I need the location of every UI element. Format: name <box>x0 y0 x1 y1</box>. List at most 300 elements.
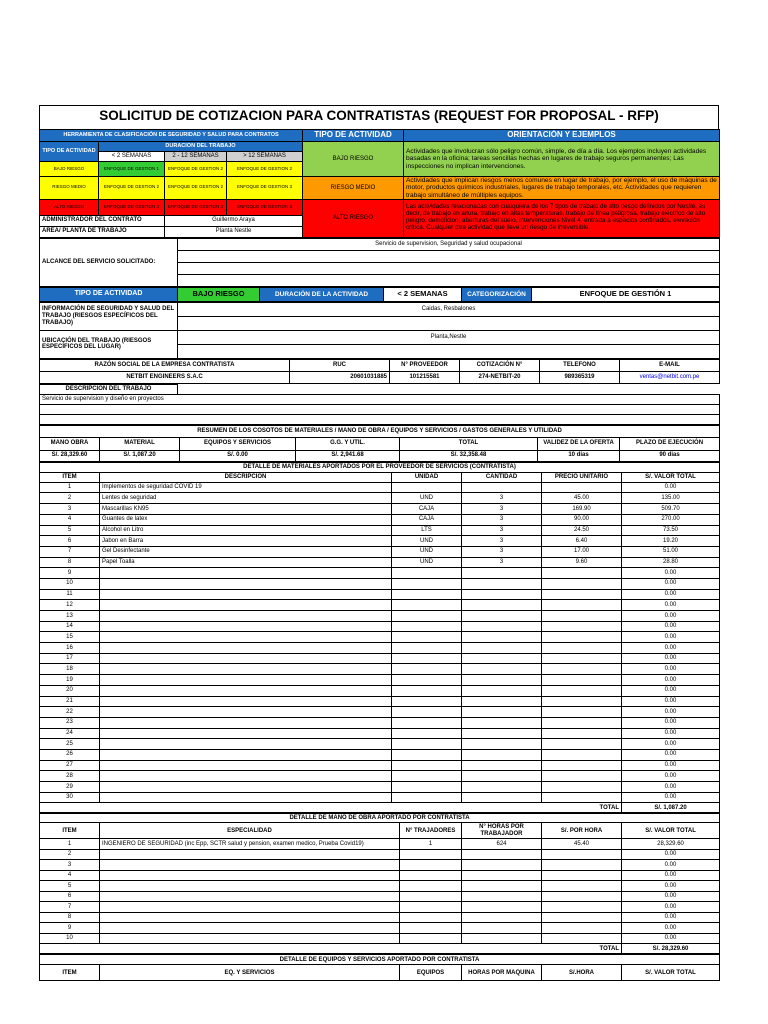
table-row <box>40 782 720 793</box>
descripcion-cell <box>100 611 392 622</box>
por-hora-cell <box>542 891 622 902</box>
table-row <box>40 760 720 771</box>
table-row <box>40 860 720 871</box>
table-row <box>40 578 720 589</box>
cell-alto-2: ENFOQUE DE GESTION 3 <box>165 199 227 215</box>
alcance-value: Servicio de supervision, Seguridad y salud ocupacional <box>178 238 720 250</box>
cantidad-cell: 3 <box>462 504 542 515</box>
alcance-table <box>39 238 720 287</box>
precio-cell <box>542 578 622 589</box>
unidad-cell <box>392 685 462 696</box>
por-hora-cell <box>542 849 622 860</box>
valor-cell: 0.00 <box>622 675 720 686</box>
resumen-gg: S/. 2,941.68 <box>296 450 400 461</box>
admin-value: Guillermo Araya <box>165 215 303 226</box>
item-cell: 27 <box>40 760 100 771</box>
descripcion-cell <box>100 578 392 589</box>
cell-alto-3: ENFOQUE DE GESTION 3 <box>227 199 303 215</box>
company-razon: NETBIT ENGINEERS S.A.C <box>40 371 290 383</box>
horas-cell <box>462 891 542 902</box>
por-hora-cell <box>542 923 622 934</box>
ubicacion-label: UBICACIÓN DEL TRABAJO (RIESGOS ESPECÍFICOS DEL LUGAR) <box>40 330 178 358</box>
item-cell: 11 <box>40 589 100 600</box>
horas-cell: 624 <box>462 839 542 850</box>
area-value: Planta Nestle <box>165 226 303 237</box>
summary-bar <box>39 287 720 302</box>
info-table <box>39 302 720 359</box>
unidad-cell: UND <box>392 493 462 504</box>
precio-cell <box>542 771 622 782</box>
descripcion-cell: Jabon en Barra <box>100 536 392 547</box>
item-cell: 29 <box>40 782 100 793</box>
tipo-actividad-header: TIPO DE ACTIVIDAD <box>303 130 404 142</box>
precio-cell: 169.90 <box>542 504 622 515</box>
cantidad-cell <box>462 717 542 728</box>
table-row <box>40 717 720 728</box>
mano-obra-header-por-hora: S/. POR HORA <box>542 823 622 839</box>
descripcion-cell <box>100 782 392 793</box>
table-row <box>40 923 720 934</box>
descripcion-cell <box>100 643 392 654</box>
admin-label: ADMINISTRADOR DEL CONTRATO <box>40 215 165 226</box>
table-row <box>40 749 720 760</box>
valor-cell: 0.00 <box>622 860 720 871</box>
company-header-telefono: TELEFONO <box>540 359 620 371</box>
unidad-cell: UND <box>392 536 462 547</box>
por-hora-cell <box>542 881 622 892</box>
item-cell: 12 <box>40 600 100 611</box>
duracion-header: DURACION DEL TRABAJO <box>99 142 303 152</box>
unidad-cell <box>392 717 462 728</box>
especialidad-cell <box>100 870 400 881</box>
por-hora-cell <box>542 933 622 944</box>
especialidad-cell <box>100 881 400 892</box>
precio-cell <box>542 611 622 622</box>
table-row <box>40 912 720 923</box>
descripcion-cell <box>100 760 392 771</box>
risk-alto: ALTO RIESGO <box>40 199 99 215</box>
table-row <box>40 600 720 611</box>
valor-cell: 0.00 <box>622 717 720 728</box>
precio-cell: 90.00 <box>542 514 622 525</box>
valor-cell: 28,329.60 <box>622 839 720 850</box>
item-cell: 3 <box>40 504 100 515</box>
precio-cell <box>542 760 622 771</box>
valor-cell: 0.00 <box>622 782 720 793</box>
cantidad-cell: 3 <box>462 536 542 547</box>
materiales-total-label: TOTAL <box>542 803 622 813</box>
descripcion-cell: Gel Desinfectante <box>100 546 392 557</box>
unidad-cell <box>392 707 462 718</box>
resumen-material: S/. 1,087.20 <box>100 450 180 461</box>
resumen-header-equipos: EQUIPOS Y SERVICIOS <box>180 437 296 450</box>
cantidad-cell <box>462 728 542 739</box>
unidad-cell <box>392 568 462 579</box>
item-cell: 9 <box>40 923 100 934</box>
mano-obra-body <box>40 839 720 944</box>
especialidad-cell <box>100 891 400 902</box>
company-email[interactable] <box>620 371 720 383</box>
valor-cell: 0.00 <box>622 707 720 718</box>
cantidad-cell <box>462 600 542 611</box>
valor-cell: 51.00 <box>622 546 720 557</box>
item-cell: 2 <box>40 493 100 504</box>
cantidad-cell <box>462 578 542 589</box>
valor-cell: 0.00 <box>622 621 720 632</box>
cell-medio-3: ENFOQUE DE GESTION 3 <box>227 177 303 200</box>
table-row <box>40 849 720 860</box>
cantidad-cell <box>462 771 542 782</box>
table-row <box>40 643 720 654</box>
table-row <box>40 696 720 707</box>
cell-bajo-2: ENFOQUE DE GESTION 2 <box>165 162 227 177</box>
mano-obra-header-horas: N° HORAS POR TRABAJADOR <box>462 823 542 839</box>
materiales-header-item: ITEM <box>40 472 100 482</box>
descripcion-cell: Lentes de seguridad <box>100 493 392 504</box>
precio-cell <box>542 696 622 707</box>
item-cell: 5 <box>40 525 100 536</box>
valor-cell: 0.00 <box>622 664 720 675</box>
valor-cell: 0.00 <box>622 632 720 643</box>
alcance-blank-row <box>178 250 720 262</box>
company-header-cotizacion: COTIZACIÓN N° <box>460 359 540 371</box>
item-cell: 21 <box>40 696 100 707</box>
cantidad-cell <box>462 685 542 696</box>
unidad-cell <box>392 589 462 600</box>
equipos-header-hora: S/.HORA <box>542 965 622 981</box>
unidad-cell: CAJA <box>392 504 462 515</box>
descripcion-cell <box>100 632 392 643</box>
descripcion-label: DESCRIPCIÓN DEL TRABAJO <box>40 384 178 394</box>
valor-cell: 0.00 <box>622 568 720 579</box>
precio-cell <box>542 643 622 654</box>
unidad-cell <box>392 600 462 611</box>
descripcion-cell: Guantes de latex <box>100 514 392 525</box>
valor-cell: 0.00 <box>622 870 720 881</box>
duracion-label: DURACIÓN DE LA ACTIVIDAD <box>260 287 384 301</box>
especialidad-cell <box>100 902 400 913</box>
por-hora-cell <box>542 902 622 913</box>
unidad-cell: CAJA <box>392 514 462 525</box>
item-cell: 4 <box>40 514 100 525</box>
valor-cell: 0.00 <box>622 891 720 902</box>
precio-cell <box>542 717 622 728</box>
table-row <box>40 675 720 686</box>
especialidad-cell <box>100 923 400 934</box>
item-cell: 8 <box>40 912 100 923</box>
materiales-header-valor: S/. VALOR TOTAL <box>622 472 720 482</box>
materiales-header-descripcion: DESCRIPCION <box>100 472 392 482</box>
company-ruc: 20601031885 <box>290 371 390 383</box>
item-cell: 7 <box>40 546 100 557</box>
table-row <box>40 739 720 750</box>
info-sst-value: Caidas, Resbalones <box>178 302 720 316</box>
precio-cell <box>542 600 622 611</box>
resumen-total: S/. 32,358.48 <box>400 450 538 461</box>
descripcion-cell: Implementos de seguridad COVID 19 <box>100 482 392 493</box>
item-cell: 6 <box>40 891 100 902</box>
precio-cell <box>542 707 622 718</box>
mano-obra-header-trabajadores: N° TRAJADORES <box>400 823 462 839</box>
valor-cell: 73.50 <box>622 525 720 536</box>
item-cell: 10 <box>40 578 100 589</box>
info-sst-label: INFORMACIÓN DE SEGURIDAD Y SALUD DEL TRABAJO (RIESGOS ESPECÍFICOS DEL TRABAJO) <box>40 302 178 330</box>
descripcion-cell <box>100 685 392 696</box>
valor-cell: 0.00 <box>622 912 720 923</box>
especialidad-cell: INGENIERO DE SEGURIDAD (inc Epp, SCTR salud y pension, examen medico, Prueba Covid19) <box>100 839 400 850</box>
item-cell: 6 <box>40 536 100 547</box>
horas-cell <box>462 912 542 923</box>
descripcion-cell <box>100 653 392 664</box>
table-row <box>40 589 720 600</box>
precio-cell <box>542 568 622 579</box>
item-cell: 22 <box>40 707 100 718</box>
cantidad-cell: 3 <box>462 493 542 504</box>
equipos-header-valor: S/. VALOR TOTAL <box>622 965 720 981</box>
por-hora-cell: 45.40 <box>542 839 622 850</box>
descripcion-cell <box>100 589 392 600</box>
cantidad-cell <box>462 632 542 643</box>
item-cell: 4 <box>40 870 100 881</box>
valor-cell: 0.00 <box>622 578 720 589</box>
mano-obra-total-label: TOTAL <box>542 944 622 954</box>
alcance-label: ALCANCE DEL SERVICIO SOLICITADO: <box>40 238 178 286</box>
company-header-razon: RAZÓN SOCIAL DE LA EMPRESA CONTRATISTA <box>40 359 290 371</box>
descripcion-cell <box>100 728 392 739</box>
valor-cell: 0.00 <box>622 643 720 654</box>
descripcion-cell <box>100 664 392 675</box>
descripcion-cell: Papel Toalla <box>100 557 392 568</box>
item-cell: 13 <box>40 611 100 622</box>
materiales-table <box>39 462 720 814</box>
item-cell: 26 <box>40 749 100 760</box>
especialidad-cell <box>100 849 400 860</box>
resumen-validez: 10 dias <box>538 450 620 461</box>
por-hora-cell <box>542 870 622 881</box>
cantidad-cell <box>462 696 542 707</box>
item-cell: 5 <box>40 881 100 892</box>
item-cell: 1 <box>40 839 100 850</box>
table-row <box>40 728 720 739</box>
info-blank-row <box>178 316 720 330</box>
company-header-proveedor: N° PROVEEDOR <box>390 359 460 371</box>
horas-cell <box>462 849 542 860</box>
trabajadores-cell <box>400 849 462 860</box>
unidad-cell <box>392 621 462 632</box>
descripcion-cell <box>100 749 392 760</box>
unidad-cell <box>392 771 462 782</box>
table-row <box>40 933 720 944</box>
alcance-blank-row <box>178 274 720 286</box>
cantidad-cell: 3 <box>462 514 542 525</box>
table-row <box>40 881 720 892</box>
company-header-email: E-MAIL <box>620 359 720 371</box>
tipo-actividad-label: TIPO DE ACTIVIDAD <box>40 287 178 301</box>
table-row <box>40 771 720 782</box>
company-header-ruc: RUC <box>290 359 390 371</box>
table-row <box>40 504 720 515</box>
precio-cell: 45.00 <box>542 493 622 504</box>
example-alto-riesgo: Las actividades relacionadas con cualquiera de los 7 tipos de trabajo de alto riesgo definidos por Nestlé, es decir, de trabajo en altura, trabajo en altas temperaturas, trabajo de línea peligrosa, trabajo eléctrico de alto peligro, demolición, aberturas del suelo, intervenciones Nivel 4, entrada a espacios confinados, elevación crítica. Cualquier otra actividad que lleve un riesgo de irreversible. <box>404 199 720 237</box>
valor-cell: 0.00 <box>622 923 720 934</box>
materiales-header-cantidad: CANTIDAD <box>462 472 542 482</box>
alcance-blank-row <box>178 262 720 274</box>
valor-cell: 0.00 <box>622 902 720 913</box>
unidad-cell <box>392 664 462 675</box>
table-row <box>40 621 720 632</box>
precio-cell <box>542 621 622 632</box>
trabajadores-cell <box>400 891 462 902</box>
type-alto-riesgo: ALTO RIESGO <box>303 199 404 237</box>
unidad-cell <box>392 760 462 771</box>
descripcion-cell <box>100 621 392 632</box>
cantidad-cell <box>462 611 542 622</box>
cantidad-cell <box>462 792 542 803</box>
cantidad-cell <box>462 482 542 493</box>
type-bajo-riesgo: BAJO RIESGO <box>303 142 404 177</box>
company-cotizacion: 274-NETBIT-20 <box>460 371 540 383</box>
unidad-cell: LTS <box>392 525 462 536</box>
cell-alto-1: ENFOQUE DE GESTION 3 <box>99 199 165 215</box>
materiales-title: DETALLE DE MATERIALES APORTADOS POR EL PROVEEDOR DE SERVICIOS (CONTRATISTA) <box>40 462 720 472</box>
materiales-header-unidad: UNIDAD <box>392 472 462 482</box>
valor-cell: 0.00 <box>622 881 720 892</box>
mano-obra-header-especialidad: ESPECIALIDAD <box>100 823 400 839</box>
resumen-header-validez: VALIDEZ DE LA OFERTA <box>538 437 620 450</box>
precio-cell <box>542 739 622 750</box>
descripcion-cell <box>100 696 392 707</box>
valor-cell: 0.00 <box>622 696 720 707</box>
valor-cell: 0.00 <box>622 685 720 696</box>
valor-cell: 0.00 <box>622 792 720 803</box>
precio-cell: 9.60 <box>542 557 622 568</box>
resumen-header-plazo: PLAZO DE EJECUCIÓN <box>620 437 720 450</box>
cell-bajo-1: ENFOQUE DE GESTION 1 <box>99 162 165 177</box>
precio-cell <box>542 792 622 803</box>
table-row <box>40 482 720 493</box>
item-cell: 10 <box>40 933 100 944</box>
categorizacion-label: CATEGORIZACIÓN <box>462 287 532 301</box>
duracion-value: < 2 SEMANAS <box>384 287 462 301</box>
table-row <box>40 632 720 643</box>
precio-cell <box>542 632 622 643</box>
valor-cell: 0.00 <box>622 728 720 739</box>
descripcion-cell: Mascarillas KN95 <box>100 504 392 515</box>
item-cell: 17 <box>40 653 100 664</box>
mano-obra-total-value: S/. 28,329.60 <box>622 944 720 954</box>
resumen-equipos: S/. 0.00 <box>180 450 296 461</box>
area-label: AREA/ PLANTA DE TRABAJO <box>40 226 165 237</box>
unidad-cell <box>392 632 462 643</box>
horas-cell <box>462 933 542 944</box>
materiales-header-precio: PRECIO UNITARIO <box>542 472 622 482</box>
equipos-header-item: ITEM <box>40 965 100 981</box>
valor-cell: 0.00 <box>622 760 720 771</box>
item-cell: 15 <box>40 632 100 643</box>
table-row <box>40 493 720 504</box>
table-row <box>40 839 720 850</box>
cantidad-cell <box>462 707 542 718</box>
precio-cell <box>542 685 622 696</box>
email-link[interactable]: ventas@netbit.com.pe <box>639 373 700 380</box>
precio-cell <box>542 749 622 760</box>
risk-bajo: BAJO RIESGO <box>40 162 99 177</box>
descripcion-cell <box>100 707 392 718</box>
horas-cell <box>462 870 542 881</box>
mano-obra-table <box>39 813 720 954</box>
table-row <box>40 870 720 881</box>
descripcion-cell: Alcohol en Litro <box>100 525 392 536</box>
valor-cell: 0.00 <box>622 482 720 493</box>
cantidad-cell <box>462 589 542 600</box>
equipos-table <box>39 954 720 981</box>
especialidad-cell <box>100 860 400 871</box>
table-row <box>40 611 720 622</box>
unidad-cell <box>392 653 462 664</box>
company-proveedor: 101215581 <box>390 371 460 383</box>
item-cell: 24 <box>40 728 100 739</box>
item-cell: 20 <box>40 685 100 696</box>
resumen-plazo: 90 dias <box>620 450 720 461</box>
item-cell: 19 <box>40 675 100 686</box>
ubicacion-blank-row <box>178 344 720 358</box>
table-row <box>40 557 720 568</box>
mano-obra-title: DETALLE DE MANO DE OBRA APORTADO POR CONTRATISTA <box>40 814 720 823</box>
resumen-table <box>39 425 720 462</box>
table-row <box>40 568 720 579</box>
unidad-cell <box>392 782 462 793</box>
mano-obra-header-item: ITEM <box>40 823 100 839</box>
cantidad-cell <box>462 621 542 632</box>
table-row <box>40 891 720 902</box>
cantidad-cell <box>462 675 542 686</box>
resumen-header-gg: G.G. Y UTIL. <box>296 437 400 450</box>
equipos-header-horas: HORAS POR MAQUINA <box>462 965 542 981</box>
precio-cell <box>542 653 622 664</box>
trabajadores-cell <box>400 870 462 881</box>
item-cell: 18 <box>40 664 100 675</box>
especialidad-cell <box>100 933 400 944</box>
cantidad-cell <box>462 782 542 793</box>
horas-cell <box>462 860 542 871</box>
valor-cell: 0.00 <box>622 849 720 860</box>
risk-medio: RIESGO MEDIO <box>40 177 99 200</box>
horas-cell <box>462 923 542 934</box>
descripcion-cell <box>100 739 392 750</box>
valor-cell: 135.00 <box>622 493 720 504</box>
precio-cell <box>542 482 622 493</box>
horas-cell <box>462 881 542 892</box>
unidad-cell <box>392 696 462 707</box>
equipos-header-servicios: EQ. Y SERVICIOS <box>100 965 400 981</box>
precio-cell: 6.40 <box>542 536 622 547</box>
valor-cell: 0.00 <box>622 589 720 600</box>
cell-bajo-3: ENFOQUE DE GESTION 2 <box>227 162 303 177</box>
item-cell: 7 <box>40 902 100 913</box>
unidad-cell <box>392 578 462 589</box>
descripcion-cell <box>100 600 392 611</box>
type-riesgo-medio: RIESGO MEDIO <box>303 177 404 200</box>
table-row <box>40 546 720 557</box>
por-hora-cell <box>542 912 622 923</box>
descripcion-cell <box>100 717 392 728</box>
por-hora-cell <box>542 860 622 871</box>
table-row <box>40 685 720 696</box>
cell-medio-1: ENFOQUE DE GESTION 2 <box>99 177 165 200</box>
cantidad-cell <box>462 664 542 675</box>
trabajadores-cell <box>400 912 462 923</box>
precio-cell: 24.50 <box>542 525 622 536</box>
